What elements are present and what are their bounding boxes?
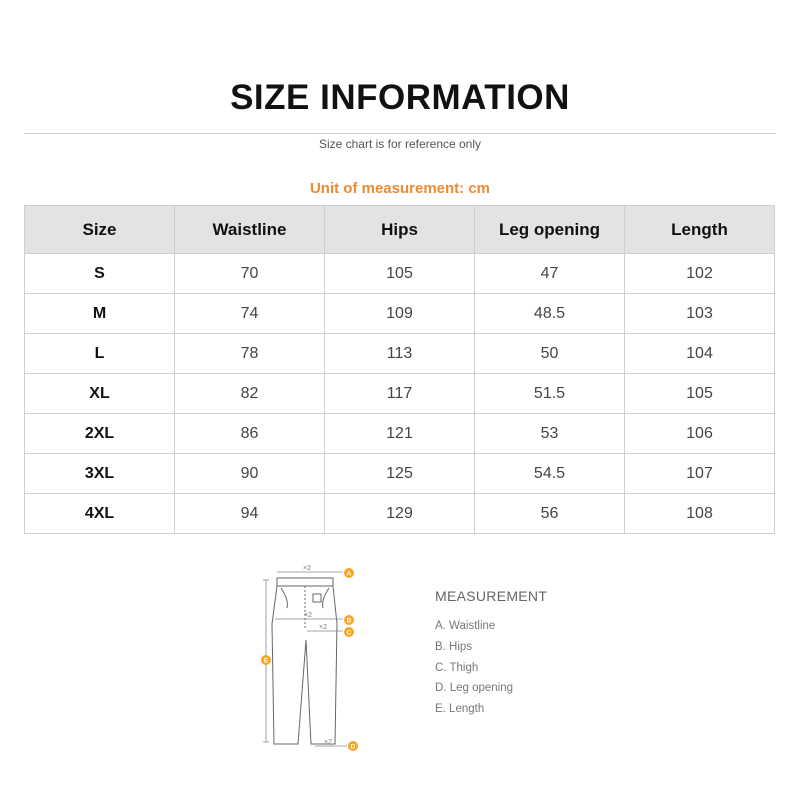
- leg-opening-cell: 48.5: [475, 294, 625, 334]
- length-cell: 106: [625, 414, 775, 454]
- leg-opening-multiplier: ×2: [324, 739, 332, 746]
- page-subtitle: Size chart is for reference only: [318, 137, 482, 151]
- size-cell: 4XL: [25, 494, 175, 534]
- size-table: [24, 205, 775, 534]
- table-row: [25, 494, 775, 534]
- table-row: [25, 374, 775, 414]
- table-row: [25, 254, 775, 294]
- waistline-cell: 86: [175, 414, 325, 454]
- column-header-size: Size: [25, 206, 175, 254]
- table-row: [25, 294, 775, 334]
- length-cell: 104: [625, 334, 775, 374]
- hips-cell: 105: [325, 254, 475, 294]
- size-cell: 2XL: [25, 414, 175, 454]
- hips-multiplier: ×2: [304, 612, 312, 619]
- waistline-cell: 70: [175, 254, 325, 294]
- column-header-waistline: Waistline: [175, 206, 325, 254]
- leg-opening-cell: 51.5: [475, 374, 625, 414]
- marker-d-label: D: [350, 743, 356, 751]
- measurement-item-waistline: A. Waistline: [435, 620, 496, 632]
- title-divider: [24, 133, 776, 134]
- marker-e-label: E: [263, 657, 269, 665]
- hips-cell: 121: [325, 414, 475, 454]
- size-cell: 3XL: [25, 454, 175, 494]
- waistline-cell: 94: [175, 494, 325, 534]
- waistline-cell: 90: [175, 454, 325, 494]
- marker-a-label: A: [346, 570, 352, 578]
- length-cell: 102: [625, 254, 775, 294]
- marker-c-label: C: [346, 629, 352, 637]
- hips-cell: 125: [325, 454, 475, 494]
- measurement-item-hips: B. Hips: [435, 640, 473, 653]
- hips-cell: 113: [325, 334, 475, 374]
- waistline-cell: 74: [175, 294, 325, 334]
- table-row: [25, 334, 775, 374]
- waistline-cell: 78: [175, 334, 325, 374]
- table-row: [25, 414, 775, 454]
- table-header-row: [25, 206, 775, 254]
- length-cell: 107: [625, 454, 775, 494]
- measurement-item-thigh: C. Thigh: [435, 661, 479, 674]
- table-row: [25, 454, 775, 494]
- measurement-item-length: E. Length: [435, 703, 485, 716]
- leg-opening-cell: 54.5: [475, 454, 625, 494]
- pants-measurement-icon: [255, 560, 365, 760]
- length-cell: 108: [625, 494, 775, 534]
- waistline-cell: 82: [175, 374, 325, 414]
- thigh-multiplier: ×2: [319, 624, 327, 631]
- unit-note: Unit of measurement: cm: [309, 180, 491, 197]
- leg-opening-cell: 56: [475, 494, 625, 534]
- hips-cell: 129: [325, 494, 475, 534]
- hips-cell: 109: [325, 294, 475, 334]
- column-header-length: Length: [625, 206, 775, 254]
- hips-cell: 117: [325, 374, 475, 414]
- waist-multiplier: ×2: [303, 565, 311, 572]
- marker-b-label: B: [346, 617, 352, 625]
- measurement-legend: [435, 619, 513, 723]
- column-header-leg-opening: Leg opening: [475, 206, 625, 254]
- length-cell: 105: [625, 374, 775, 414]
- leg-opening-cell: 47: [475, 254, 625, 294]
- page-title: SIZE INFORMATION: [230, 78, 570, 117]
- size-cell: M: [25, 294, 175, 334]
- size-cell: L: [25, 334, 175, 374]
- measurement-item-leg-opening: D. Leg opening: [435, 682, 514, 695]
- leg-opening-cell: 50: [475, 334, 625, 374]
- column-header-hips: Hips: [325, 206, 475, 254]
- size-cell: S: [25, 254, 175, 294]
- size-cell: XL: [25, 374, 175, 414]
- length-cell: 103: [625, 294, 775, 334]
- leg-opening-cell: 53: [475, 414, 625, 454]
- measurement-title: MEASUREMENT: [435, 588, 548, 604]
